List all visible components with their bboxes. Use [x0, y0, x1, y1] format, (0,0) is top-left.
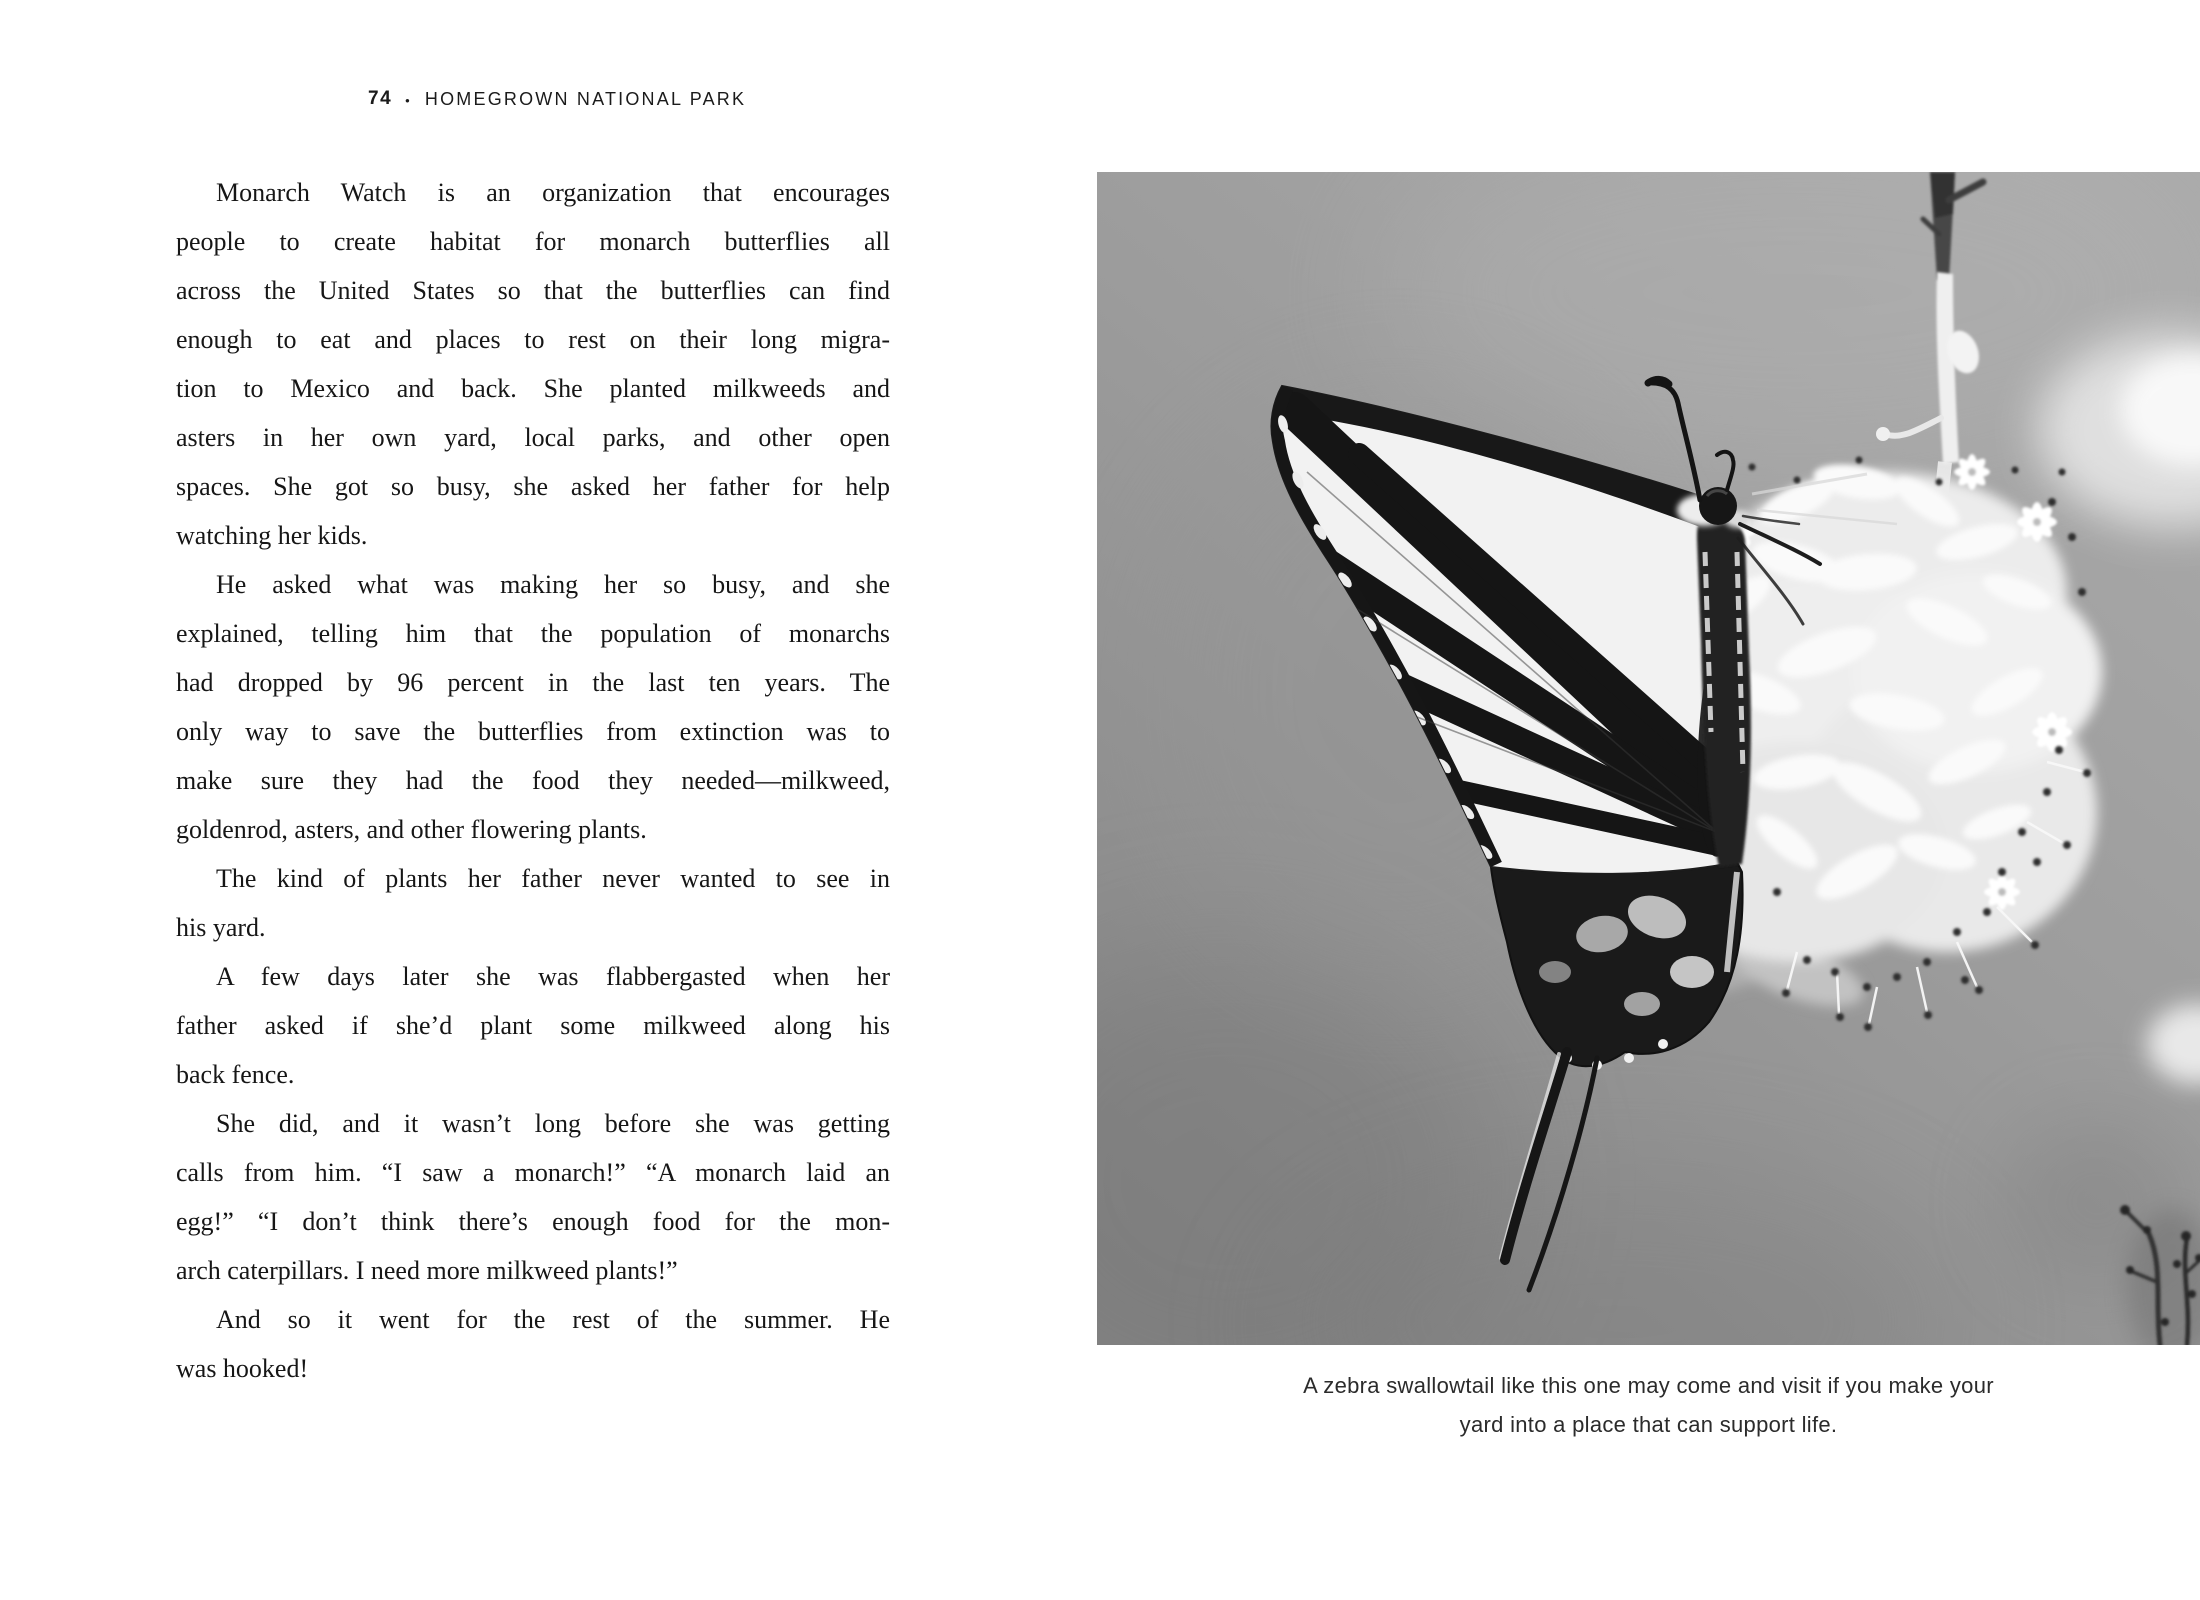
body-line: Monarch Watch is an organization that encourages	[216, 178, 890, 207]
photo-caption-line-1: A zebra swallowtail like this one may come and visit if you make your	[1303, 1373, 1994, 1398]
body-line: And so it went for the rest of the summer. He	[216, 1305, 890, 1334]
photo-caption-line-2: yard into a place that can support life.	[1459, 1412, 1838, 1437]
body-paragraph	[176, 1099, 890, 1295]
butterfly-eye	[1699, 487, 1737, 525]
running-head	[368, 86, 746, 112]
body-line: father asked if she’d plant some milkweed along his	[176, 1011, 890, 1040]
book-title: HOMEGROWN NATIONAL PARK	[424, 88, 747, 109]
body-line: had dropped by 96 percent in the last ten years. The	[176, 668, 890, 697]
body-line: tion to Mexico and back. She planted milkweeds and	[176, 374, 890, 403]
body-line: watching her kids.	[176, 521, 368, 550]
body-line: egg!” “I don’t think there’s enough food for the mon-	[176, 1207, 890, 1236]
body-line: He asked what was making her so busy, and she	[216, 570, 890, 599]
body-line: back fence.	[176, 1060, 295, 1089]
body-line: She did, and it wasn’t long before she was getting	[216, 1109, 890, 1138]
body-paragraph	[176, 168, 890, 560]
body-line: people to create habitat for monarch butterflies all	[176, 227, 890, 256]
body-line: The kind of plants her father never wanted to see in	[216, 864, 890, 893]
header-separator-dot: •	[405, 92, 412, 108]
body-line: calls from him. “I saw a monarch!” “A monarch laid an	[176, 1158, 890, 1187]
body-paragraph	[176, 560, 890, 854]
photo-caption	[1097, 1366, 2200, 1444]
body-paragraph	[176, 952, 890, 1099]
body-line: across the United States so that the butterflies can find	[176, 276, 890, 305]
body-line: goldenrod, asters, and other flowering plants.	[176, 815, 647, 844]
body-text	[176, 168, 890, 1393]
body-paragraph	[176, 854, 890, 952]
body-line: his yard.	[176, 913, 266, 942]
body-paragraph	[176, 1295, 890, 1393]
body-line: A few days later she was flabbergasted when her	[216, 962, 890, 991]
body-line: was hooked!	[176, 1354, 309, 1383]
body-line: asters in her own yard, local parks, and other open	[176, 423, 890, 452]
body-line: make sure they had the food they needed—milkweed,	[176, 766, 890, 795]
body-line: only way to save the butterflies from extinction was to	[176, 717, 890, 746]
body-line: spaces. She got so busy, she asked her father for help	[176, 472, 890, 501]
body-line: explained, telling him that the population of monarchs	[176, 619, 890, 648]
body-line: arch caterpillars. I need more milkweed plants!”	[176, 1256, 678, 1285]
body-line: enough to eat and places to rest on their long migra-	[176, 325, 890, 354]
zebra-swallowtail-photo	[1097, 172, 2200, 1345]
page-number: 74	[368, 88, 393, 109]
